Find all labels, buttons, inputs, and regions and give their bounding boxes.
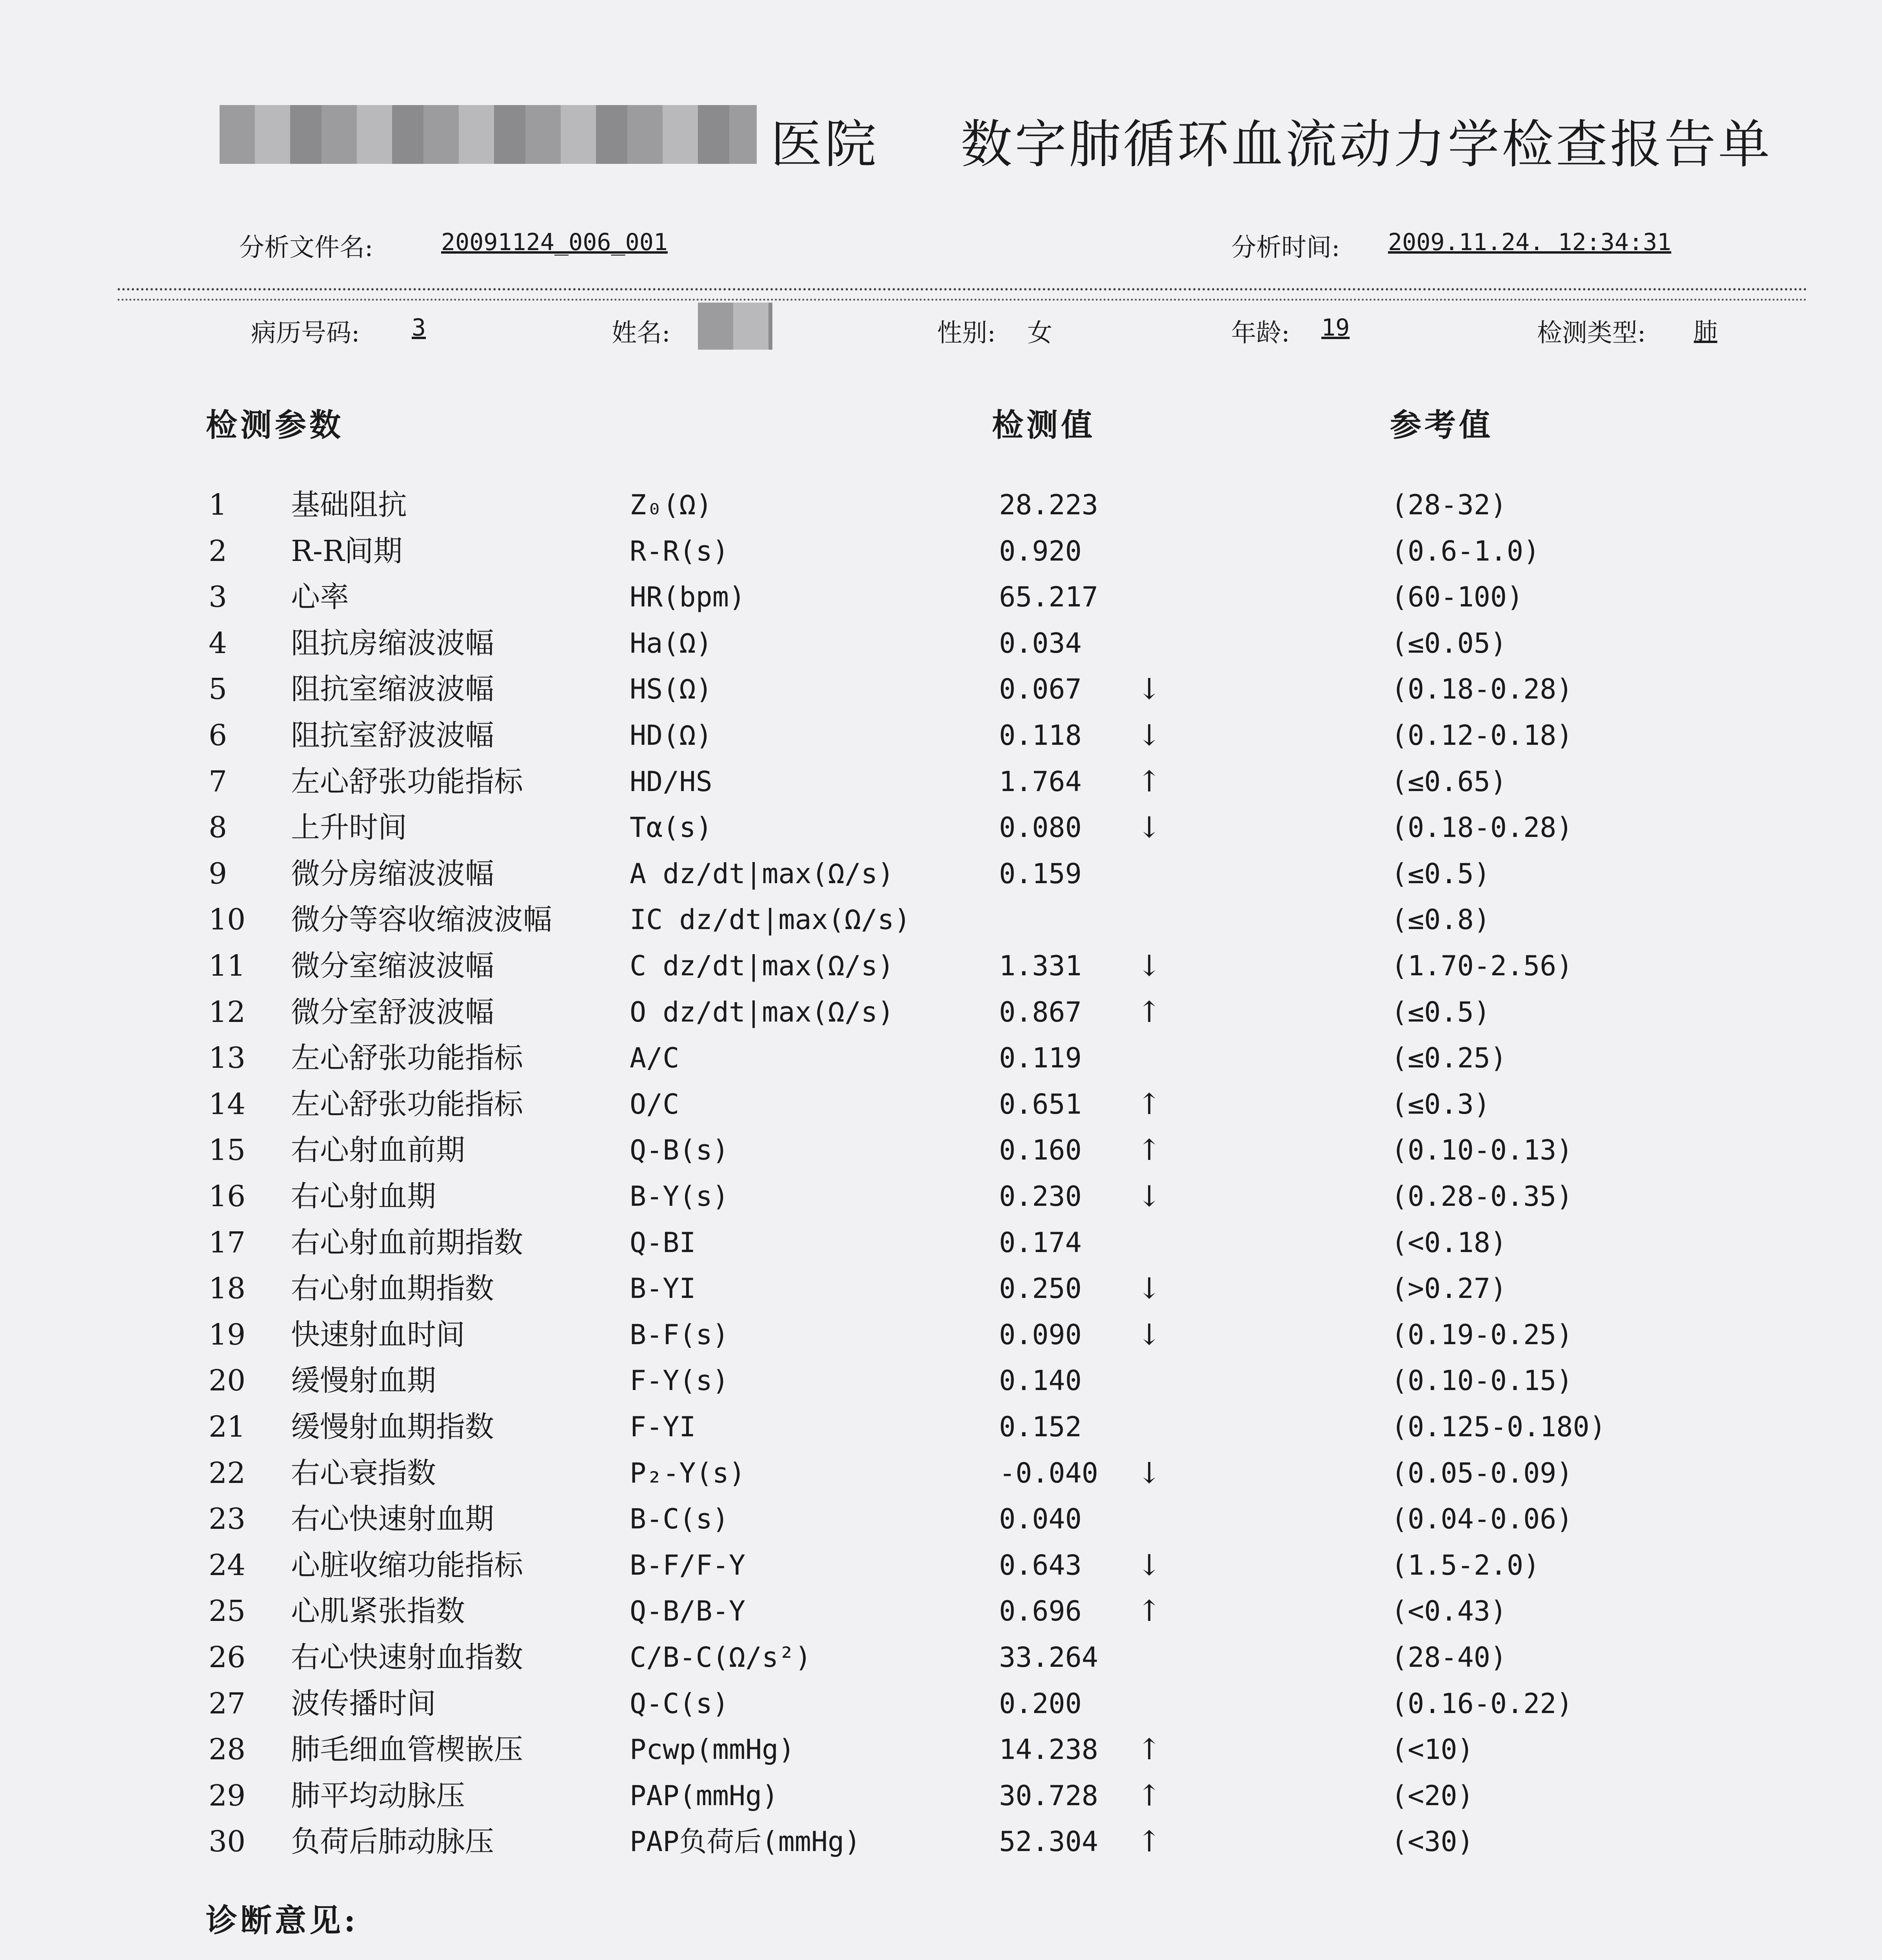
abnormal-flag: ↓ <box>1137 1548 1162 1582</box>
parameter-symbol: IC dz/dt|max(Ω/s) <box>630 904 911 936</box>
row-number: 30 <box>209 1825 246 1858</box>
reference-range: (<0.43) <box>1391 1595 1507 1627</box>
parameter-symbol: Z₀(Ω) <box>630 489 712 521</box>
parameter-symbol: PAP(mmHg) <box>630 1780 779 1812</box>
measured-value: 28.223 <box>999 489 1098 521</box>
measured-value: 0.159 <box>999 858 1082 890</box>
parameter-name: 阻抗房缩波波幅 <box>291 626 494 660</box>
abnormal-flag: ↑ <box>1137 765 1162 799</box>
table-row <box>0 1635 1882 1681</box>
row-number: 25 <box>209 1594 246 1628</box>
row-number: 28 <box>209 1733 246 1766</box>
analysis-time-label: 分析时间: <box>1231 233 1340 262</box>
reference-range: (0.6-1.0) <box>1391 535 1540 567</box>
parameter-symbol: Pcwp(mmHg) <box>630 1733 795 1766</box>
parameter-symbol: HD(Ω) <box>630 719 712 751</box>
measured-value: 14.238 <box>999 1733 1098 1766</box>
measured-value: 0.034 <box>999 627 1082 659</box>
parameter-symbol: P₂-Y(s) <box>630 1457 746 1489</box>
header-divider-bottom <box>118 299 1808 301</box>
table-row <box>0 1588 1882 1634</box>
table-row <box>0 1127 1882 1173</box>
row-number: 21 <box>209 1410 246 1444</box>
parameter-name: 微分室舒波波幅 <box>291 995 494 1029</box>
row-number: 18 <box>209 1272 246 1305</box>
row-number: 11 <box>209 949 246 983</box>
measured-value: 0.643 <box>999 1549 1082 1581</box>
row-number: 19 <box>209 1318 246 1352</box>
measured-value: 0.174 <box>999 1227 1082 1259</box>
row-number: 10 <box>209 903 246 936</box>
parameter-symbol: Q-BI <box>630 1227 696 1259</box>
parameter-name: 右心射血前期指数 <box>291 1226 523 1259</box>
parameter-name: 微分房缩波波幅 <box>291 857 494 891</box>
table-row <box>0 1174 1882 1220</box>
table-row <box>0 713 1882 759</box>
measured-value: 33.264 <box>999 1641 1098 1673</box>
table-row <box>0 482 1882 528</box>
measured-value: 1.764 <box>999 766 1082 798</box>
reference-range: (≤0.25) <box>1391 1042 1507 1074</box>
row-number: 6 <box>209 719 227 752</box>
row-number: 1 <box>209 488 227 522</box>
sex-value: 女 <box>1027 319 1052 348</box>
table-row <box>0 897 1882 943</box>
measured-value: 0.067 <box>999 673 1082 705</box>
parameter-symbol: B-Y(s) <box>630 1180 729 1212</box>
reference-range: (0.05-0.09) <box>1391 1457 1573 1489</box>
parameter-name: 左心舒张功能指标 <box>291 1087 523 1121</box>
parameter-name: 心肌紧张指数 <box>291 1594 465 1628</box>
table-row <box>0 1312 1882 1358</box>
reference-range: (0.12-0.18) <box>1391 719 1573 751</box>
diagnosis-title: 诊断意见: <box>206 1902 359 1939</box>
file-name-value: 20091124_006_001 <box>441 229 668 256</box>
row-number: 20 <box>209 1364 246 1397</box>
measured-value: 65.217 <box>999 581 1098 613</box>
abnormal-flag: ↑ <box>1137 1594 1162 1628</box>
table-row <box>0 621 1882 666</box>
reference-range: (0.16-0.22) <box>1391 1688 1573 1720</box>
row-number: 12 <box>209 995 246 1029</box>
parameter-name: 右心快速射血期 <box>291 1502 494 1536</box>
reference-range: (≤0.05) <box>1391 627 1507 659</box>
parameter-symbol: B-F/F-Y <box>630 1549 746 1581</box>
parameter-name: 右心射血期指数 <box>291 1272 494 1305</box>
measured-value: 0.920 <box>999 535 1082 567</box>
parameter-name: 右心快速射血指数 <box>291 1641 523 1674</box>
abnormal-flag: ↑ <box>1137 1825 1162 1858</box>
reference-range: (0.10-0.13) <box>1391 1134 1573 1166</box>
measured-value: 0.040 <box>999 1503 1082 1535</box>
abnormal-flag: ↓ <box>1137 719 1162 752</box>
parameter-name: 基础阻抗 <box>291 488 407 522</box>
abnormal-flag: ↓ <box>1137 672 1162 706</box>
sex-label: 性别: <box>937 319 996 348</box>
parameter-name: 缓慢射血期 <box>291 1364 436 1397</box>
row-number: 9 <box>209 857 227 891</box>
header-divider-top <box>118 288 1808 290</box>
reference-range: (0.125-0.180) <box>1391 1411 1606 1443</box>
reference-range: (<30) <box>1391 1826 1474 1858</box>
reference-range: (0.18-0.28) <box>1391 811 1573 844</box>
abnormal-flag: ↓ <box>1137 1456 1162 1490</box>
reference-range: (≤0.5) <box>1391 858 1490 890</box>
column-header-value: 检测值 <box>992 407 1095 443</box>
measured-value: 0.651 <box>999 1088 1082 1120</box>
row-number: 22 <box>209 1456 246 1490</box>
table-row <box>0 943 1882 989</box>
parameter-name: 右心射血期 <box>291 1180 436 1213</box>
parameter-symbol: HR(bpm) <box>630 581 746 613</box>
reference-range: (28-40) <box>1391 1641 1507 1673</box>
abnormal-flag: ↑ <box>1137 1133 1162 1167</box>
row-number: 23 <box>209 1502 246 1536</box>
row-number: 3 <box>209 580 227 614</box>
table-row <box>0 1450 1882 1496</box>
row-number: 4 <box>209 626 227 660</box>
reference-range: (1.5-2.0) <box>1391 1549 1540 1581</box>
reference-range: (≤0.3) <box>1391 1088 1490 1120</box>
parameter-name: 微分室缩波波幅 <box>291 949 494 983</box>
reference-range: (<10) <box>1391 1733 1474 1766</box>
analysis-time-value: 2009.11.24. 12:34:31 <box>1388 229 1671 256</box>
reference-range: (60-100) <box>1391 581 1524 613</box>
parameter-name: 肺毛细血管楔嵌压 <box>291 1733 523 1766</box>
record-number-value: 3 <box>412 314 426 341</box>
abnormal-flag: ↓ <box>1137 1272 1162 1305</box>
abnormal-flag: ↓ <box>1137 1180 1162 1213</box>
parameter-symbol: C/B-C(Ω/s²) <box>630 1641 812 1673</box>
row-number: 16 <box>209 1180 246 1213</box>
measured-value: 0.152 <box>999 1411 1082 1443</box>
abnormal-flag: ↓ <box>1137 949 1162 983</box>
reference-range: (1.70-2.56) <box>1391 950 1573 982</box>
column-header-parameter: 检测参数 <box>206 407 344 443</box>
parameter-symbol: O/C <box>630 1088 679 1120</box>
abnormal-flag: ↓ <box>1137 811 1162 844</box>
table-row <box>0 1358 1882 1404</box>
table-row <box>0 528 1882 574</box>
table-row <box>0 1681 1882 1727</box>
measured-value: 0.160 <box>999 1134 1082 1166</box>
reference-range: (0.04-0.06) <box>1391 1503 1573 1535</box>
reference-range: (28-32) <box>1391 489 1507 521</box>
reference-range: (<20) <box>1391 1780 1474 1812</box>
row-number: 17 <box>209 1226 246 1259</box>
table-row <box>0 1496 1882 1542</box>
parameter-symbol: B-YI <box>630 1272 696 1305</box>
table-row <box>0 666 1882 712</box>
report-title: 数字肺循环血流动力学检查报告单 <box>961 114 1772 175</box>
table-row <box>0 1220 1882 1266</box>
abnormal-flag: ↑ <box>1137 1733 1162 1766</box>
table-row <box>0 1543 1882 1588</box>
parameter-symbol: R-R(s) <box>630 535 729 567</box>
reference-range: (0.18-0.28) <box>1391 673 1573 705</box>
parameter-name: 上升时间 <box>291 811 407 844</box>
diagnosis-line <box>271 1954 1023 1960</box>
parameter-symbol: Q-B(s) <box>630 1134 729 1166</box>
parameter-name: 缓慢射血期指数 <box>291 1410 494 1444</box>
parameter-symbol: Tα(s) <box>630 811 712 844</box>
table-row <box>0 1035 1882 1081</box>
column-header-reference: 参考值 <box>1390 407 1493 443</box>
file-name-label: 分析文件名: <box>239 233 373 262</box>
parameter-symbol: F-YI <box>630 1411 696 1443</box>
row-number: 5 <box>209 672 227 706</box>
measured-value: 52.304 <box>999 1826 1098 1858</box>
measured-value: 0.867 <box>999 996 1082 1028</box>
row-number: 13 <box>209 1041 246 1075</box>
measured-value: 0.250 <box>999 1272 1082 1305</box>
parameter-symbol: B-F(s) <box>630 1319 729 1351</box>
reference-range: (≤0.8) <box>1391 904 1490 936</box>
parameter-symbol: HS(Ω) <box>630 673 712 705</box>
parameter-symbol: HD/HS <box>630 766 712 798</box>
parameter-symbol: Q-C(s) <box>630 1688 729 1720</box>
parameter-name: 左心舒张功能指标 <box>291 1041 523 1075</box>
row-number: 2 <box>209 534 227 568</box>
reference-range: (0.19-0.25) <box>1391 1319 1573 1351</box>
age-label: 年龄: <box>1231 319 1290 348</box>
parameter-name: 左心舒张功能指标 <box>291 765 523 799</box>
row-number: 29 <box>209 1779 246 1813</box>
redacted-hospital-name <box>220 105 757 164</box>
parameter-symbol: A dz/dt|max(Ω/s) <box>630 858 894 890</box>
hospital-suffix: 医院 <box>770 114 879 175</box>
parameter-symbol: Q-B/B-Y <box>630 1595 746 1627</box>
table-row <box>0 851 1882 897</box>
parameter-name: 肺平均动脉压 <box>291 1779 465 1813</box>
table-row <box>0 1404 1882 1450</box>
parameter-name: 阻抗室舒波波幅 <box>291 719 494 752</box>
parameter-symbol: F-Y(s) <box>630 1365 729 1397</box>
parameter-symbol: PAP负荷后(mmHg) <box>630 1826 861 1858</box>
reference-range: (0.10-0.15) <box>1391 1365 1573 1397</box>
measured-value: 0.090 <box>999 1319 1082 1351</box>
test-type-label: 检测类型: <box>1537 319 1646 348</box>
measured-value: 0.118 <box>999 719 1082 751</box>
redacted-patient-name <box>698 303 772 350</box>
patient-name-label: 姓名: <box>612 319 670 348</box>
parameter-name: 快速射血时间 <box>291 1318 465 1352</box>
table-row <box>0 759 1882 805</box>
measured-value: 0.119 <box>999 1042 1082 1074</box>
table-row <box>0 989 1882 1035</box>
measured-value: 0.696 <box>999 1595 1082 1627</box>
measured-value: 0.080 <box>999 811 1082 844</box>
abnormal-flag: ↑ <box>1137 1087 1162 1121</box>
table-row <box>0 1082 1882 1127</box>
table-row <box>0 805 1882 851</box>
parameter-name: 负荷后肺动脉压 <box>291 1825 494 1858</box>
parameter-name: 心率 <box>291 580 349 614</box>
parameter-symbol: Ha(Ω) <box>630 627 712 659</box>
row-number: 7 <box>209 765 227 799</box>
measured-value: 1.331 <box>999 950 1082 982</box>
table-row <box>0 1727 1882 1773</box>
parameter-name: 微分等容收缩波波幅 <box>291 903 552 936</box>
parameter-name: 右心衰指数 <box>291 1456 436 1490</box>
table-row <box>0 1819 1882 1865</box>
table-row <box>0 1773 1882 1819</box>
reference-range: (<0.18) <box>1391 1227 1507 1259</box>
row-number: 14 <box>209 1087 246 1121</box>
reference-range: (≤0.5) <box>1391 996 1490 1028</box>
parameter-symbol: C dz/dt|max(Ω/s) <box>630 950 894 982</box>
row-number: 27 <box>209 1687 246 1720</box>
table-row <box>0 574 1882 620</box>
row-number: 26 <box>209 1641 246 1674</box>
row-number: 15 <box>209 1133 246 1167</box>
reference-range: (≤0.65) <box>1391 766 1507 798</box>
row-number: 8 <box>209 811 227 844</box>
reference-range: (>0.27) <box>1391 1272 1507 1305</box>
abnormal-flag: ↑ <box>1137 995 1162 1029</box>
measured-value: 0.230 <box>999 1180 1082 1212</box>
parameter-name: 心脏收缩功能指标 <box>291 1548 523 1582</box>
parameter-symbol: O dz/dt|max(Ω/s) <box>630 996 894 1028</box>
parameter-name: 波传播时间 <box>291 1687 436 1720</box>
parameter-name: 右心射血前期 <box>291 1133 465 1167</box>
row-number: 24 <box>209 1548 246 1582</box>
abnormal-flag: ↓ <box>1137 1318 1162 1352</box>
measured-value: -0.040 <box>999 1457 1098 1489</box>
parameter-name: R-R间期 <box>291 534 403 568</box>
parameter-symbol: B-C(s) <box>630 1503 729 1535</box>
abnormal-flag: ↑ <box>1137 1779 1162 1813</box>
parameter-symbol: A/C <box>630 1042 679 1074</box>
measured-value: 0.140 <box>999 1365 1082 1397</box>
test-type-value: 肺 <box>1694 318 1717 345</box>
record-number-label: 病历号码: <box>251 319 360 348</box>
measured-value: 30.728 <box>999 1780 1098 1812</box>
parameter-name: 阻抗室缩波波幅 <box>291 672 494 706</box>
age-value: 19 <box>1321 314 1350 341</box>
table-row <box>0 1266 1882 1312</box>
measured-value: 0.200 <box>999 1688 1082 1720</box>
reference-range: (0.28-0.35) <box>1391 1180 1573 1212</box>
